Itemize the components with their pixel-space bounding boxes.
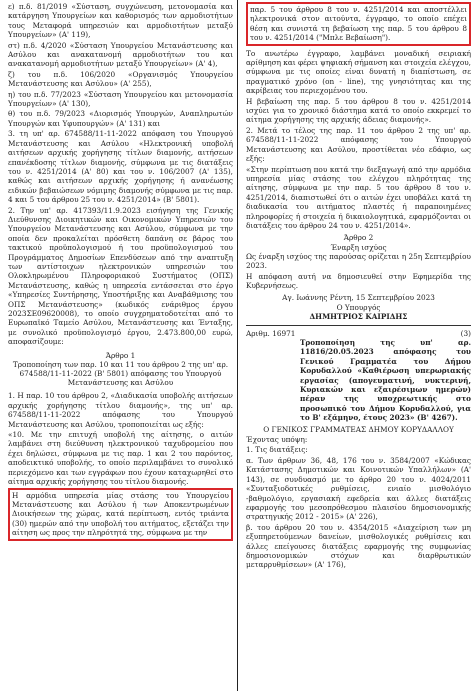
- article-2-title: Άρθρο 2: [343, 233, 374, 243]
- column-divider: [237, 0, 238, 691]
- paragraph: στ) π.δ. 4/2020 «Σύσταση Υπουργείου Μετανάστευσης και Ασύλου και ανακατανομή αρμοδιοτήτων του και ανακατανομή αρμοδιοτήτων μεταξύ Υπουργείων» (Α' 4),: [8, 40, 233, 69]
- decision-title: Τροποποίηση της υπ' αρ. 11816/20.05.2023 απόφασης του Γενικού Γραμματέα του Δήμου Κορυδαλλού «Καθιέρωση υπερωριακής εργασίας (απογευματινή, νυκτερινή, Κυριακών και εξαιρέσιμων ημερών) πέραν της υποχρεωτικής στο προσωπικό του Δήμου Κορυδαλλού, για το Β' εξάμηνο, έτους 2023» (Β' 4267).: [300, 338, 471, 423]
- paragraph: ε) π.δ. 81/2019 «Σύσταση, συγχώνευση, μετονομασία και κατάργηση Υπουργείων και καθορισμός των αρμοδιοτήτων τους Μεταφορά υπηρεσιών και αρμοδιοτήτων μεταξύ Υπουργείων» (Α' 119),: [8, 2, 233, 40]
- paragraph: Το ανωτέρω έγγραφο, λαμβάνει μοναδική σειριακή αρίθμηση και φέρει ψηφιακή σήμανση και στοιχεία ελέγχου, σύμφωνα με τις οποίες είναι δυνατή η διαπίστωση, σε πραγματικό χρόνο (on - line), της γνησιότητας και της ακρίβειας του περιεχομένου του.: [246, 48, 471, 96]
- right-column: [246, 2, 471, 571]
- left-column: [8, 2, 233, 542]
- minister-role: Ο Υπουργός: [336, 302, 381, 312]
- considering-heading: Έχοντας υπόψη:: [246, 435, 308, 445]
- registry-number: (3): [460, 328, 471, 338]
- issuing-authority: Ο ΓΕΝΙΚΟΣ ΓΡΑΜΜΑΤΕΑΣ ΔΗΜΟΥ ΚΟΡΥΔΑΛΛΟΥ: [263, 424, 454, 434]
- publication-order: Η απόφαση αυτή να δημοσιευθεί στην Εφημερίδα της Κυβερνήσεως.: [246, 271, 471, 290]
- minister-name: ΔΗΜΗΤΡΙΟΣ ΚΑΙΡΙΔΗΣ: [309, 312, 408, 322]
- provision-item: β. του άρθρου 20 του ν. 4354/2015 «Διαχείριση των μη εξυπηρετούμενων δανείων, μισθολογικές ρυθμίσεις και άλλες επείγουσες διατάξεις εφαρμογής της συμφωνίας δημοσιονομικών στόχων και διαρθρωτικών μεταρρυθμίσεων» (Α' 176),: [246, 522, 471, 570]
- article-1-title: Άρθρο 1: [105, 350, 136, 360]
- paragraph: η) του π.δ. 77/2023 «Σύσταση Υπουργείου και μετονομασία Υπουργείων» (Α' 130),: [8, 89, 233, 109]
- paragraph: Η βεβαίωση της παρ. 5 του άρθρου 8 του ν. 4251/2014 ισχύει για το χρονικό διάστημα κατά το οποίο εκκρεμεί το αίτημα χορήγησης της αρχικής άδειας διαμονής».: [246, 96, 471, 125]
- paragraph: «10. Με την επιτυχή υποβολή της αίτησης, ο αιτών λαμβάνει στη διεύθυνση ηλεκτρονικού ταχυδρομείου που έχει δηλώσει, σύμφωνα με τις παρ. 1 και 2 του παρόντος, αποδεικτικό υποβολής, το οποίο περιλαμβάνει το συνολικό περιεχόμενο και των εγγράφων που έχουν καταχωρηθεί στο αίτημα αρχικής χορήγησης του τίτλου διαμονής.: [8, 430, 233, 487]
- provisions-intro: 1. Τις διατάξεις:: [246, 445, 308, 455]
- section-rule: [246, 325, 471, 326]
- paragraph: θ) του π.δ. 79/2023 «Διορισμός Υπουργών, Αναπληρωτών Υπουργών και Υφυπουργών» (Α' 131) και: [8, 109, 233, 128]
- paragraph: ζ) του π.δ. 106/2020 «Οργανισμός Υπουργείου Μετανάστευσης και Ασύλου» (Α' 255),: [8, 69, 233, 89]
- place-date: Αγ. Ιωάννης Ρέντη, 15 Σεπτεμβρίου 2023: [282, 293, 435, 303]
- highlighted-passage: Η αρμόδια υπηρεσία μίας στάσης του Υπουργείου Μετανάστευσης και Ασύλου ή των Αποκεντρωμένων Διοικήσεων της χώρας, κατά περίπτωση, εντός τριάντα (30) ημερών από την υποβολή του αιτήματος, εξετάζει την αίτηση ως προς την πληρότητά της, σύμφωνα με την: [8, 488, 233, 541]
- registry-label: Αριθμ. 16971: [246, 328, 296, 338]
- provision-item: α. Των άρθρων 36, 48, 176 του ν. 3584/2007 «Κώδικας Κατάστασης Δημοτικών και Κοινοτικών Υπαλλήλων» (Α' 143), σε συνδυασμό με το άρθρο 20 του ν. 4024/2011 «Συνταξιοδοτικές ρυθμίσεις, ενιαίο μισθολόγιο -βαθμολόγιο, εργασιακή εφεδρεία και άλλες διατάξεις εφαρμογής του μεσοπρόθεσμου πλαισίου δημοσιονομικής στρατηγικής 2012 - 2015» (Α' 226),: [246, 455, 471, 522]
- article-2-subtitle: Έναρξη ισχύος: [330, 242, 387, 252]
- paragraph: 3. τη υπ' αρ. 674588/11-11-2022 απόφαση του Υπουργού Μετανάστευσης και Ασύλου «Ηλεκτρονική υποβολή αιτήσεων αρχικής χορήγησης τίτλων διαμονής, αιτήσεων επανέκδοσης τίτλων διαμονής, σύμφωνα με τις διατάξεις του ν. 4251/2014 (Α' 80) και του ν. 106/2007 (Α' 135), καθώς και αιτήσεων αρχικής χορήγησης ή ανανέωσης ειδικών βεβαιώσεων νόμιμης διαμονής σύμφωνα με τις παρ. 4 και 5 του άρθρου 25 του ν. 4251/2014» (Β' 5801).: [8, 129, 233, 205]
- paragraph: Ως έναρξη ισχύος της παρούσας ορίζεται η 25η Σεπτεμβρίου 2023.: [246, 251, 471, 271]
- highlighted-passage: παρ. 5 του άρθρου 8 του ν. 4251/2014 και αποστέλλει ηλεκτρονικά στον αιτούντα, έγγραφο, το οποίο επέχει θέση και συνιστά τη βεβαίωση της παρ. 5 του άρθρου 8 του ν. 4251/2014 ("Μπλε Βεβαίωση").: [246, 2, 471, 46]
- registry-line: [246, 329, 471, 338]
- paragraph: 2. Την υπ' αρ. 417393/11.9.2023 εισήγηση της Γενικής Διεύθυνσης Διοικητικών και Οικονομικών Υπηρεσιών του Υπουργείου Μετανάστευσης και Ασύλου, σύμφωνα με την οποία δεν προκαλείται πρόσθετη δαπάνη σε βάρος του τακτικού προϋπολογισμού ή του προϋπολογισμού του Προγράμματος Δημοσίων Επενδύσεων από την αναπτυξη των αντίστοιχων ηλεκτρονικών υπηρεσιών του Ολοκληρωμένου Πληροφοριακού Συστήματος (ΟΠΣ) Μετανάστευσης, καθώς η υπηρεσία εντάσσεται στο έργο «Υπηρεσίες Συντήρησης, Υποστήριξης και Αναβάθμισης του ΟΠΣ Μετανάστευσης» (κωδικός ενάριθμος έργου 2023ΣΕ09620008), το οποίο συγχρηματοδοτείται από το Ευρωπαϊκό Ταμείο Ασύλου, Μετανάστευσης και Ένταξης, με συνολικό προϋπολογισμό έργου, 2.473.800,00 ευρώ, αποφασίζουμε:: [8, 205, 233, 347]
- paragraph: «Στην περίπτωση που κατά την διεξαγωγή από την αρμόδια υπηρεσία μίας στάσης του ελέγχου πληρότητας της αίτησης, σύμφωνα με την παρ. 5 του άρθρου 8 του ν. 4251/2014, διαπιστωθεί ότι ο αιτών έχει υποβάλει κατά τη διαδικασία του αιτήματος πλαστές ή παραποιημένες πληροφορίες ή στοιχεία ή δικαιολογητικά, εφαρμόζονται οι διατάξεις του άρθρου 24 του ν. 4251/2014».: [246, 164, 471, 230]
- article-1-subtitle: Τροποποίηση των παρ. 10 και 11 του άρθρου 2 της υπ' αρ. 674588/11-11-2022 (Β' 5801) απόφασης του Υπουργού Μετανάστευσης και Ασύλου: [12, 359, 229, 388]
- paragraph: 1. Η παρ. 10 του άρθρου 2, «Διαδικασία υποβολής αιτήσεων αρχικής χορήγησης τίτλου διαμονής», της υπ' αρ. 674588/11-11-2022 απόφασης του Υπουργού Μετανάστευσης και Ασύλου, τροποποιείται ως εξής:: [8, 391, 233, 429]
- paragraph: 2. Μετά το τέλος της παρ. 11 του άρθρου 2 της υπ' αρ. 674588/11-11-2022 απόφασης του Υπουργού Μετανάστευσης και Ασύλου, προστίθεται νέο εδάφιο, ως εξής:: [246, 125, 471, 164]
